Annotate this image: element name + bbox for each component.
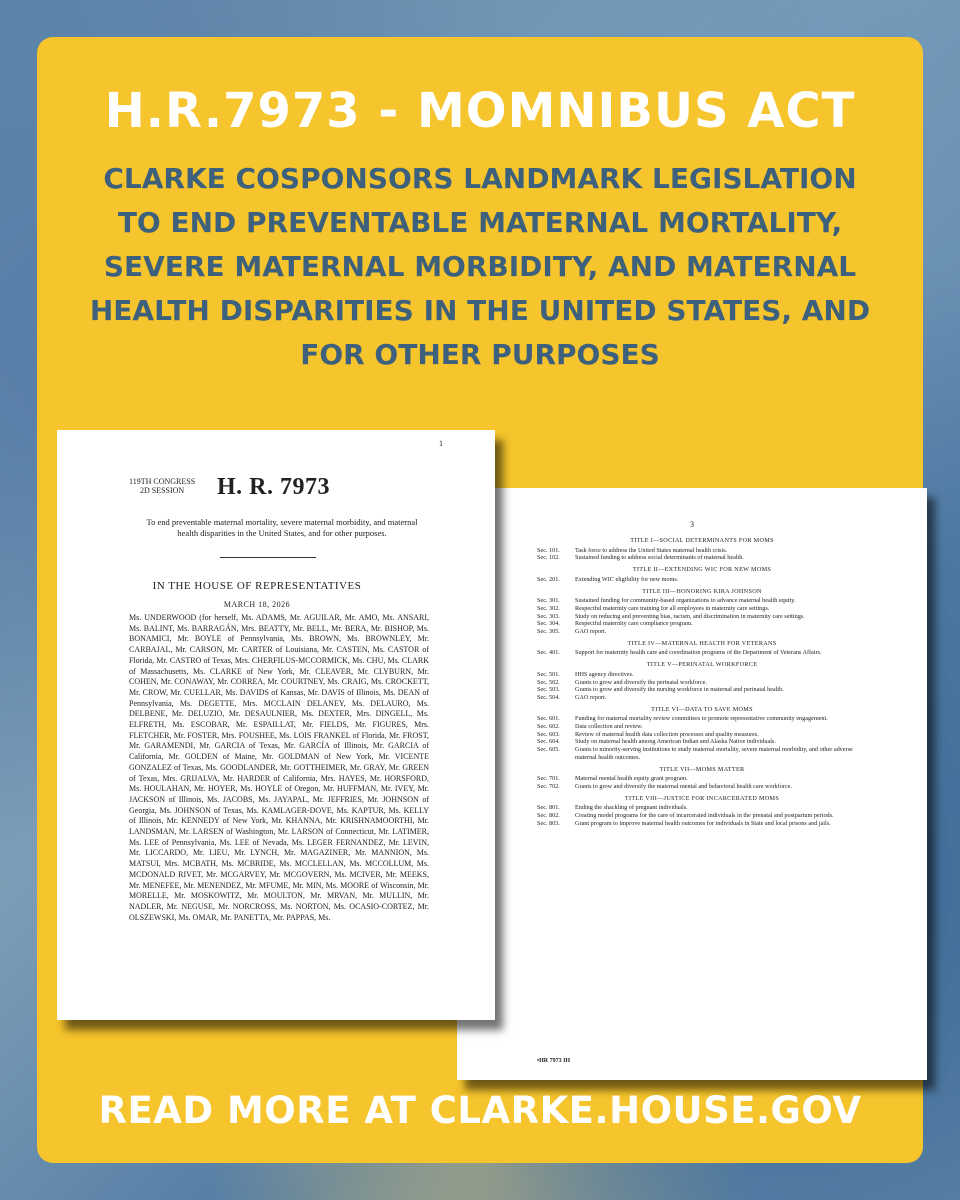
- toc-title: TITLE VIII—JUSTICE FOR INCARCERATED MOMS: [624, 794, 780, 802]
- congress-session: [129, 477, 195, 495]
- section-title: Study on maternal health among American Indian and Alaska Native individuals.: [575, 738, 776, 746]
- section-title: HHS agency directives.: [575, 670, 634, 678]
- section-number: Sec. 801.: [537, 804, 560, 812]
- section-title: Respectful maternity care training for all employees in maternity care settings.: [575, 604, 770, 612]
- section-number: Sec. 604.: [537, 738, 560, 746]
- section-title: Grants to grow and diversify the perinatal workforce.: [575, 678, 707, 686]
- website-callout: READ MORE AT CLARKE.HOUSE.GOV: [98, 1089, 862, 1132]
- section-title: Ending the shackling of pregnant individuals.: [575, 804, 688, 812]
- section-number: Sec. 305.: [537, 628, 560, 636]
- toc-section: [537, 597, 867, 605]
- section-title: Grants to minority-serving institutions to study maternal mortality, severe maternal morbidity, and other adverse maternal health outcomes.: [575, 746, 853, 761]
- section-title: Funding for maternal mortality review committees to promote representative community engagement.: [575, 715, 828, 723]
- bill-footer-id: •HR 7973 IH: [537, 1058, 571, 1064]
- toc-section: [537, 804, 867, 812]
- toc-section: [537, 715, 867, 723]
- toc-section: [537, 547, 867, 555]
- toc-title: TITLE IV—MATERNAL HEALTH FOR VETERANS: [627, 639, 777, 647]
- section-number: Sec. 302.: [537, 604, 560, 612]
- toc-section: [537, 649, 867, 657]
- info-card: [37, 37, 923, 1163]
- page-number: 1: [439, 439, 443, 448]
- toc-section: [537, 613, 867, 621]
- toc-section: [537, 820, 867, 828]
- toc-section: [537, 783, 867, 791]
- section-number: Sec. 504.: [537, 693, 560, 701]
- bill-purpose: To end preventable maternal mortality, severe maternal morbidity, and maternal health disparities in the United States, and for other purposes.: [146, 517, 418, 538]
- table-of-contents: [537, 533, 867, 828]
- toc-section: [537, 738, 867, 746]
- toc-title: TITLE VII—MOMS MATTER: [659, 765, 745, 773]
- section-number: Sec. 803.: [537, 819, 560, 827]
- toc-section: [537, 746, 867, 761]
- section-title: Sustained funding for community-based organizations to advance maternal health equity.: [575, 597, 796, 605]
- toc-section: [537, 694, 867, 702]
- section-number: Sec. 201.: [537, 575, 560, 583]
- bill-page-3: [457, 488, 927, 1080]
- congress-label: 119TH CONGRESS: [129, 477, 196, 486]
- section-title: Maternal mental health equity grant program.: [575, 775, 688, 783]
- toc-section: [537, 554, 867, 562]
- section-number: Sec. 501.: [537, 670, 560, 678]
- toc-title: TITLE V—PERINATAL WORKFORCE: [646, 661, 758, 669]
- section-number: Sec. 603.: [537, 730, 560, 738]
- toc-section: [537, 686, 867, 694]
- session-label: 2D SESSION: [139, 486, 185, 495]
- section-number: Sec. 601.: [537, 715, 560, 723]
- toc-section: [537, 605, 867, 613]
- section-title: GAO report.: [575, 693, 607, 701]
- section-title: Task force to address the United States maternal health crisis.: [575, 546, 728, 554]
- introduced-date: MARCH 18, 2026: [223, 600, 291, 609]
- section-title: Grants to grow and diversify the nursing workforce in maternal and perinatal health.: [575, 686, 784, 694]
- section-number: Sec. 605.: [537, 746, 560, 754]
- page-number: 3: [690, 520, 694, 529]
- toc-section: [537, 812, 867, 820]
- section-number: Sec. 401.: [537, 649, 560, 657]
- section-number: Sec. 102.: [537, 554, 560, 562]
- section-title: Support for maternity health care and coordination programs of the Department of Veterans Affairs.: [575, 649, 822, 657]
- toc-section: [537, 628, 867, 636]
- toc-section: [537, 576, 867, 584]
- toc-section: [537, 775, 867, 783]
- toc-section: [537, 731, 867, 739]
- section-number: Sec. 303.: [537, 612, 560, 620]
- toc-title: TITLE II—EXTENDING WIC FOR NEW MOMS: [632, 566, 772, 574]
- section-title: Creating model programs for the care of incarcerated individuals in the prenatal and postpartum periods.: [575, 812, 834, 820]
- section-number: Sec. 701.: [537, 775, 560, 783]
- toc-section: [537, 671, 867, 679]
- section-title: Grants to grow and diversify the maternal mental and behavioral health care workforce.: [575, 782, 792, 790]
- section-title: Review of maternal health data collection processes and quality measures.: [575, 730, 759, 738]
- toc-section: [537, 620, 867, 628]
- section-title: Data collection and review.: [575, 723, 643, 731]
- section-title: Respectful maternity care compliance program.: [575, 620, 693, 628]
- section-title: GAO report.: [575, 628, 607, 636]
- section-title: Grant program to improve maternal health outcomes for individuals in State and local prisons and jails.: [575, 819, 831, 827]
- toc-section: [537, 679, 867, 687]
- bill-page-1: [57, 430, 495, 1020]
- headline: H.R.7973 - MOMNIBUS ACT: [104, 83, 856, 139]
- chamber-heading: IN THE HOUSE OF REPRESENTATIVES: [152, 580, 362, 592]
- toc-title: TITLE III—HONORING KIRA JOHNSON: [642, 587, 762, 595]
- section-title: Study on reducing and preventing bias, racism, and discrimination in maternity care settings.: [575, 612, 805, 620]
- section-number: Sec. 702.: [537, 782, 560, 790]
- sponsor-list: Ms. UNDERWOOD (for herself, Ms. ADAMS, Mr. AGUILAR, Mr. AMO, Ms. ANSARI, Ms. BALINT, Ms. BARRAGÁN, Mrs. BEATTY, Mr. BELL, Mr. BERA, Mr. BISHOP, Ms. BONAMICI, Mr. BOYLE of Pennsylvania, Ms. BROWN, Ms. BROWNLEY, Mr. CARBAJAL, Mr. CARSON, Mr. CARTER of Louisiana, Mr. CASTEN, Ms. CASTOR of Florida, Mr. CASTRO of Texas, Mrs. CHERFILUS-MCCORMICK, Ms. CHU, Ms. CLARK of Massachusetts, Ms. CLARKE of New York, Mr. CLEAVER, Mr. CLYBURN, Mr. COHEN, Mr. CONAWAY, Mr. CORREA, Mr. COURTNEY, Ms. CRAIG, Ms. CROCKETT, Mr. CROW, Mr. CUELLAR, Ms. DAVIDS of Kansas, Mr. DAVIS of Illinois, Ms. DEAN of Pennsylvania, Ms. DEGETTE, Mrs. MCCLAIN DELANEY, Ms. DELAURO, Ms. DELBENE, Mr. DELUZIO, Mr. DESAULNIER, Ms. DEXTER, Mrs. DINGELL, Ms. ELFRETH, Ms. ESCOBAR, Mr. ESPAILLAT, Mr. FIELDS, Mr. FIGURES, Mrs. FLETCHER, Mr. FOSTER, Mrs. FOUSHEE, Ms. LOIS FRANKEL of Florida, Mr. FROST, Mr. GARAMENDI, Mr. GARCIA of Texas, Mr. GARCÍA of Illinois, Mr. GARCIA of California, Mr. GOLDEN of Maine, Mr. GOLDMAN of New York, Mr. VICENTE GONZALEZ of Texas, Ms. GOODLANDER, Mr. GOTTHEIMER, Mr. GRAY, Mr. GREEN of Texas, Mrs. GRIJALVA, Mr. HARDER of California, Mrs. HAYES, Mr. HORSFORD, Ms. HOULAHAN, Mr. HOYER, Ms. HOYLE of Oregon, Mr. HUFFMAN, Mr. IVEY, Mr. JACKSON of Illinois, Ms. JACOBS, Ms. JAYAPAL, Mr. JEFFRIES, Mr. JOHNSON of Georgia, Ms. JOHNSON of Texas, Ms. KAMLAGER-DOVE, Ms. KAPTUR, Ms. KELLY of Illinois, Mr. KENNEDY of New York, Mr. KHANNA, Mr. KRISHNAMOORTHI, Mr. LANDSMAN, Mr. LARSEN of Washington, Mr. LARSON of Connecticut, Mr. LATIMER, Ms. LEE of Pennsylvania, Ms. LEE of Nevada, Ms. LEGER FERNANDEZ, Mr. LEVIN, Mr. LICCARDO, Mr. LIEU, Mr. LYNCH, Mr. MAGAZINER, Mr. MANNION, Ms. MATSUI, Mrs. MCBATH, Ms. MCBRIDE, Ms. MCCLELLAN, Ms. MCCOLLUM, Ms. MCDONALD RIVET, Mr. MCGARVEY, Mr. MCGOVERN, Ms. MCIVER, Mr. MEEKS, Mr. MENEFEE, Mr. MENENDEZ, Mr. MFUME, Mr. MIN, Ms. MOORE of Wisconsin, Mr. MORELLE, Mr. MOSKOWITZ, Mr. MOULTON, Mr. MRVAN, Mr. MULLIN, Mr. NADLER, Mr. NEGUSE, Mr. NORCROSS, Ms. NORTON, Ms. OCASIO-CORTEZ, Mr. OLSZEWSKI, Ms. OMAR, Mr. PANETTA, Mr. PAPPAS, Ms.: [129, 613, 429, 922]
- bill-number: H. R. 7973: [217, 474, 330, 500]
- toc-section: [537, 723, 867, 731]
- section-number: Sec. 602.: [537, 723, 560, 731]
- divider: [220, 557, 316, 558]
- toc-title: TITLE I—SOCIAL DETERMINANTS FOR MOMS: [630, 537, 774, 544]
- section-number: Sec. 802.: [537, 812, 560, 820]
- section-number: Sec. 101.: [537, 546, 560, 554]
- section-number: Sec. 502.: [537, 678, 560, 686]
- toc-title: TITLE VI—DATA TO SAVE MOMS: [651, 705, 753, 713]
- section-number: Sec. 503.: [537, 686, 560, 694]
- subheadline: CLARKE COSPONSORS LANDMARK LEGISLATION TO END PREVENTABLE MATERNAL MORTALITY, SEVERE MATERNAL MORBIDITY, AND MATERNAL HEALTH DISPARITIES IN THE UNITED STATES, AND FOR OTHER PURPOSES: [89, 162, 871, 371]
- section-number: Sec. 304.: [537, 620, 560, 628]
- section-number: Sec. 301.: [537, 597, 560, 605]
- section-title: Sustained funding to address social determinants of maternal health.: [575, 554, 744, 562]
- section-title: Extending WIC eligibility for new moms.: [575, 575, 679, 583]
